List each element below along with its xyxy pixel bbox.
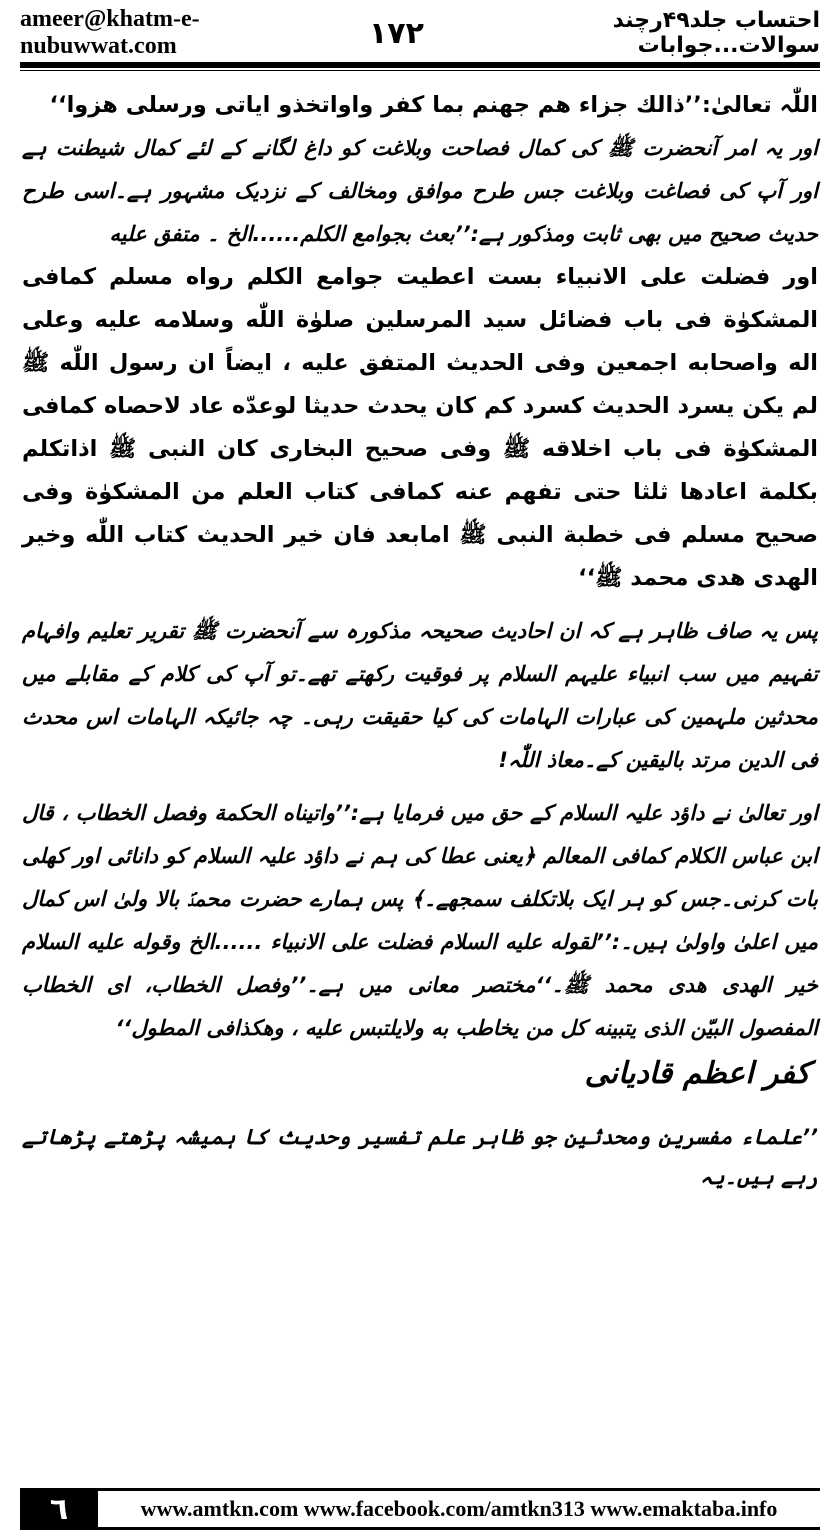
page-body <box>22 84 818 1218</box>
paragraph-1: اللّٰہ تعالیٰ:’’ذالك جزاء هم جهنم بما كفر واواتخذو اياتى ورسلى هزوا‘‘ <box>49 92 818 118</box>
header-page-number: ۱۷۲ <box>368 15 424 51</box>
header-rule <box>20 62 820 68</box>
paragraph-3: اور فضلت على الانبياء بست اعطيت جوامع الكلم رواه مسلم كمافى المشكوٰة فى باب فضائل سيد المرسلين صلوٰة اللّٰه وسلامه عليه وعلى اله واصحابه اجمعين وفى الحديث المتفق عليه ، ايضاً ان رسول اللّٰه ﷺ لم يكن يسرد الحديث كسرد كم كان يحدث حديثا لوعدّه عاد لاحصاه كمافى المشكوٰة فى باب اخلاقه ﷺ وفى صحيح البخارى كان النبى ﷺ اذاتكلم بكلمة اعادها ثلثا حتى تفهم عنه كمافى كتاب العلم من المشكوٰة وفى صحيح مسلم فى خطبة النبى ﷺ امابعد فان خير الحديث كتاب اللّٰه وخير الهدى هدى محمد ﷺ‘‘ <box>22 264 818 591</box>
footer-links: www.amtkn.com www.facebook.com/amtkn313 www.emaktaba.info <box>98 1488 820 1530</box>
paragraph-6: ’’علماء مفسرین ومحدثین جو ظاہر علم تفسیر وحدیث کا ہمیشہ پڑھتے پڑھاتے رہے ہیں۔یہ <box>22 1125 818 1189</box>
page-header <box>20 8 820 58</box>
footer-page-number: ٦ <box>20 1488 98 1530</box>
header-title: احتساب جلد۴۹رچند سوالات...جوابات <box>612 8 820 58</box>
page-footer <box>20 1488 820 1530</box>
section-heading: کفر اعظم قادیانی <box>584 1056 810 1091</box>
paragraph-4: پس یہ صاف ظاہر ہے کہ ان احادیث صحیحہ مذکورہ سے آنحضرت ﷺ تقریر تعلیم وافہام تفہیم میں سب انبیاء علیہم السلام پر فوقیت رکھتے تھے۔تو آپ کی کلام کے مقابلے میں محدثین ملہمین کی عبارات الہامات کی کیا حقیقت رہی۔ چہ جائیکہ الہامات اس محدث فی الدین مرتد بالیقین کے۔معاذ اللّٰہ! <box>22 619 818 772</box>
header-rule-thin <box>20 70 820 71</box>
header-email: ameer@khatm-e-nubuwwat.com <box>20 6 200 59</box>
paragraph-2: اور یہ امر آنحضرت ﷺ کی کمال فصاحت وبلاغت کو داغ لگانے کے لئے کمال شیطنت ہے اور آپ کی فصاغت وبلاغت جس طرح موافق ومخالف کے نزدیک مشہور ہے۔اسی طرح حدیث صحیح میں بھی ثابت ومذکور ہے:’’بعث بجوامع الكلم......الخ ۔ متفق عليه <box>22 136 818 246</box>
header-left <box>20 6 424 60</box>
paragraph-5: اور تعالیٰ نے داؤد علیہ السلام کے حق میں فرمایا ہے:’’واتيناه الحكمة وفصل الخطاب ، قال ابن عباس الكلام كمافى المعالم ﴿یعنی عطا کی ہم نے داؤد علیہ السلام کو دانائی اور کھلی بات کرنی۔جس کو ہر ایک بلاتکلف سمجھے۔﴾ پس ہمارے حضرت محمدؐ بالا ولیٰ اس کمال میں اعلیٰ واولیٰ ہیں۔:’’لقوله عليه السلام فضلت على الانبياء ......الخ وقوله عليه السلام خير الهدى هدى محمد ﷺ۔‘‘مختصر معانی میں ہے۔’’وفصل الخطاب، اى الخطاب المفصول البيّن الذى يتبينه كل من يخاطب به ولايلتبس عليه ، وهكذافى المطول‘‘ <box>22 801 818 1040</box>
